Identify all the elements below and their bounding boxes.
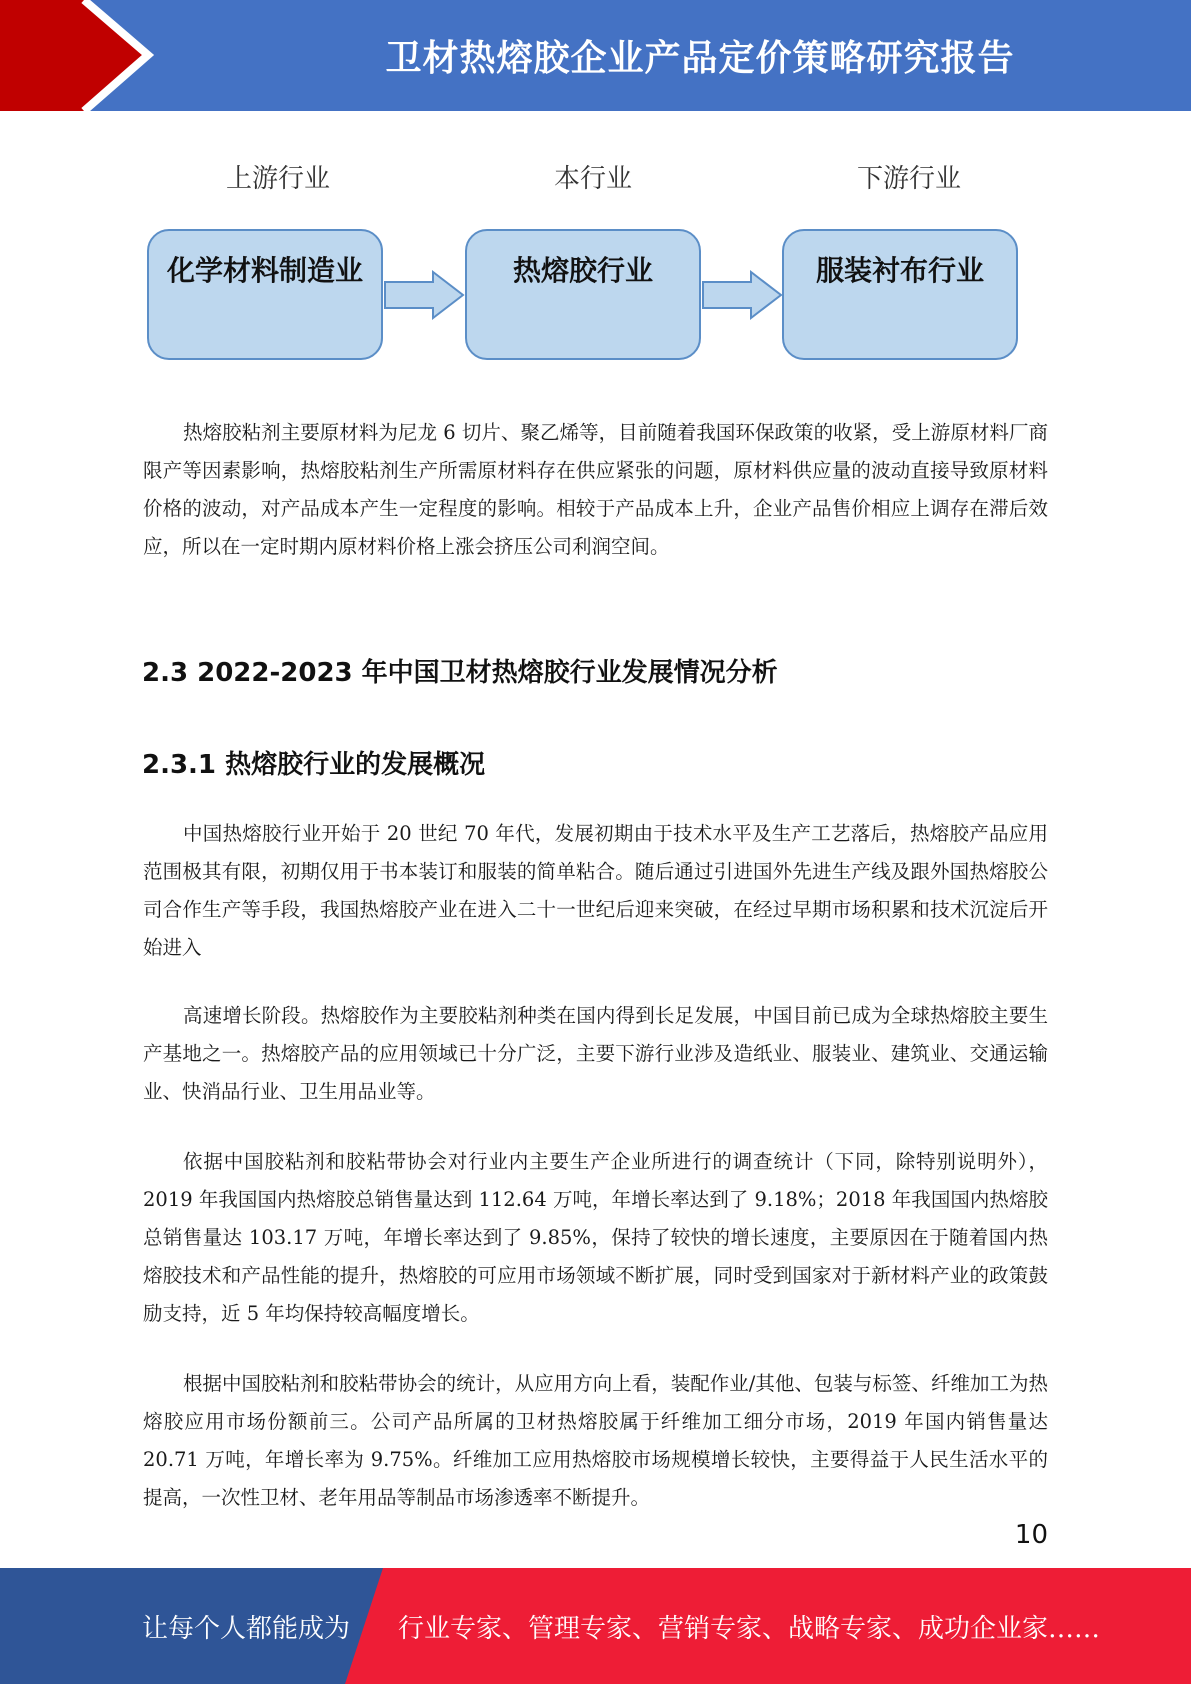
arrow-icon: [701, 270, 785, 320]
arrow-icon: [383, 270, 467, 320]
box-current: 热熔胶行业: [465, 229, 701, 360]
section-heading: 2.3 2022-2023 年中国卫材热熔胶行业发展情况分析: [142, 658, 778, 688]
report-title: 卫材热熔胶企业产品定价策略研究报告: [385, 38, 1015, 79]
subsection-heading: 2.3.1 热熔胶行业的发展概况: [142, 750, 486, 780]
footer-slogan-left: 让每个人都能成为: [142, 1613, 351, 1644]
stage-label-current: 本行业: [553, 164, 632, 194]
box-upstream: 化学材料制造业: [147, 229, 383, 360]
paragraph-statistics: 依据中国胶粘剂和胶粘带协会对行业内主要生产企业所进行的调查统计（下同，除特别说明外），2019 年我国国内热熔胶总销售量达到 112.64 万吨，年增长率达到了 9.18%；2018 年我国国内热熔胶总销售量达 103.17 万吨，年增长率达到了 9.85%，保持了较快的增长速度，主要原因在于随着国内热熔胶技术和产品性能的提升，热熔胶的可应用市场领域不断扩展，同时受到国家对于新材料产业的政策鼓励支持，近 5 年均保持较高幅度增长。: [143, 1150, 1048, 1325]
header-banner: [0, 0, 1191, 111]
footer-slogan-right: 行业专家、管理专家、营销专家、战略专家、成功企业家……: [398, 1613, 1101, 1644]
paragraph-applications: 根据中国胶粘剂和胶粘带协会的统计，从应用方向上看，装配作业/其他、包装与标签、纤维加工为热熔胶应用市场份额前三。公司产品所属的卫材热熔胶属于纤维加工细分市场，2019 年国内销售量达 20.71 万吨，年增长率为 9.75%。纤维加工应用热熔胶市场规模增长较快，主要得益于人民生活水平的提高，一次性卫材、老年用品等制品市场渗透率不断提升。: [143, 1372, 1048, 1509]
stage-label-upstream: 上游行业: [225, 164, 330, 194]
paragraph-raw-materials: 热熔胶粘剂主要原材料为尼龙 6 切片、聚乙烯等，目前随着我国环保政策的收紧，受上游原材料厂商限产等因素影响，热熔胶粘剂生产所需原材料存在供应紧张的问题，原材料供应量的波动直接导致原材料价格的波动，对产品成本产生一定程度的影响。相较于产品成本上升，企业产品售价相应上调存在滞后效应，所以在一定时期内原材料价格上涨会挤压公司利润空间。: [143, 421, 1048, 558]
stage-label-downstream: 下游行业: [856, 164, 961, 194]
page-number: 10: [1014, 1520, 1048, 1550]
paragraph-growth: 高速增长阶段。热熔胶作为主要胶粘剂种类在国内得到长足发展，中国目前已成为全球热熔胶主要生产基地之一。热熔胶产品的应用领域已十分广泛，主要下游行业涉及造纸业、服装业、建筑业、交通运输业、快消品行业、卫生用品业等。: [143, 1004, 1048, 1103]
box-downstream: 服装衬布行业: [782, 229, 1018, 360]
footer-banner: [0, 1568, 1191, 1684]
paragraph-history: 中国热熔胶行业开始于 20 世纪 70 年代，发展初期由于技术水平及生产工艺落后，热熔胶产品应用范围极其有限，初期仅用于书本装订和服装的简单粘合。随后通过引进国外先进生产线及跟外国热熔胶公司合作生产等手段，我国热熔胶产业在进入二十一世纪后迎来突破，在经过早期市场积累和技术沉淀后开始进入: [143, 822, 1048, 959]
